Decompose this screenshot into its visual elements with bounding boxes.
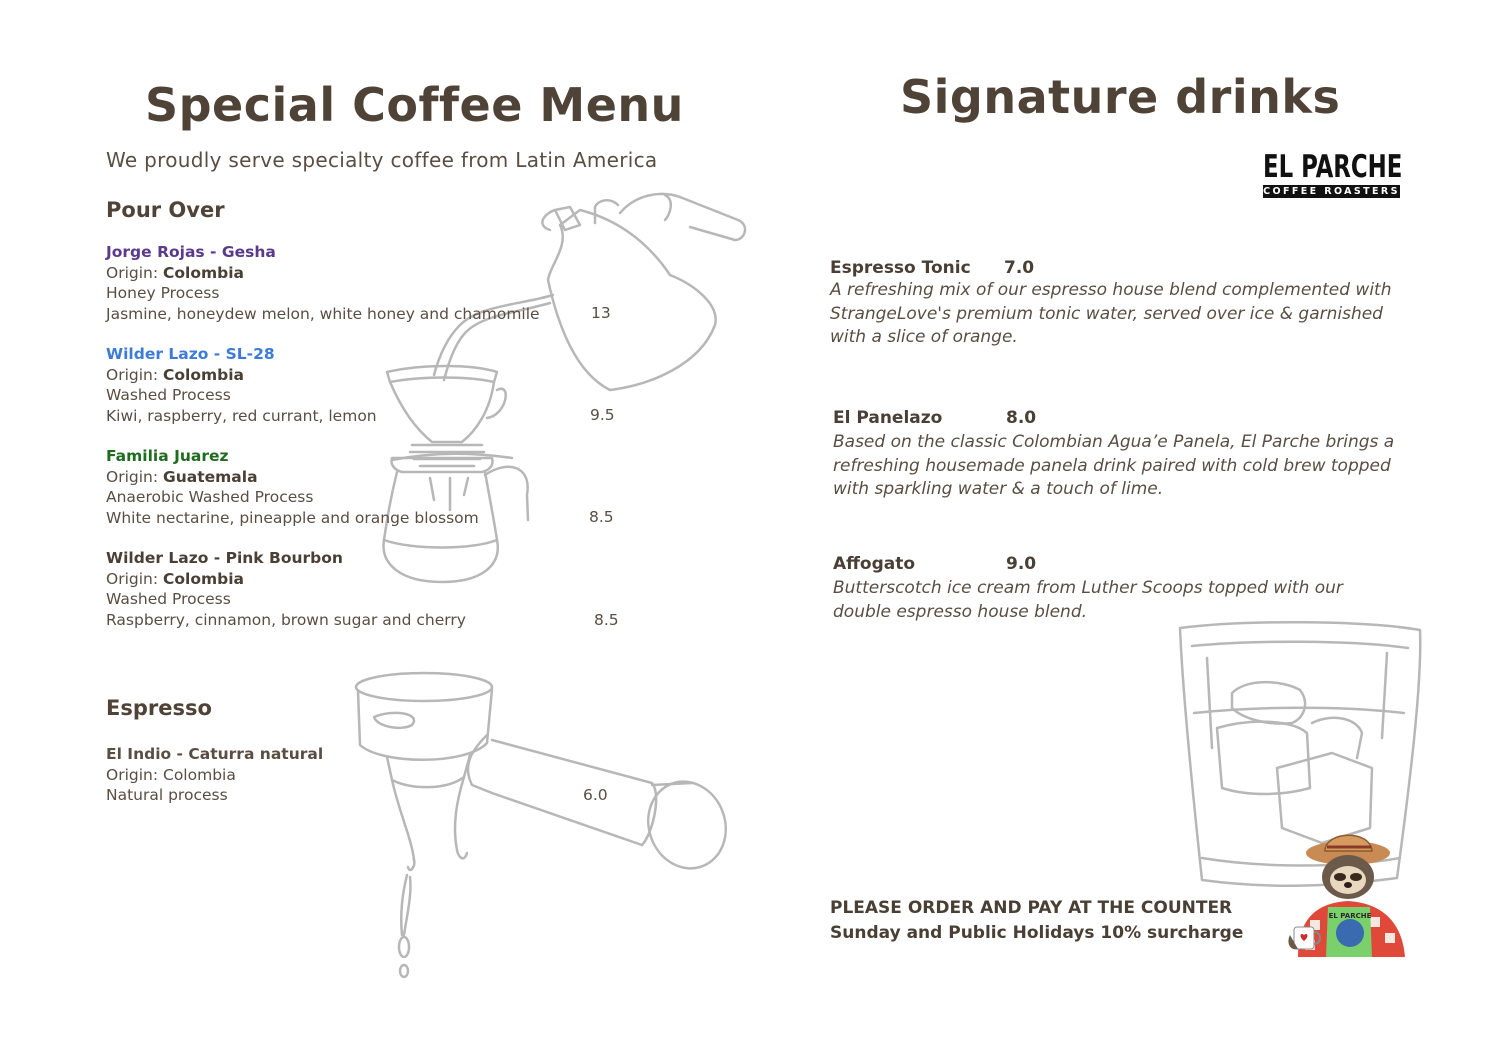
item-process: Anaerobic Washed Process [106, 488, 314, 506]
item-origin: Origin: Colombia [106, 263, 245, 282]
drink-description: Butterscotch ice cream from Luther Scoops topped with our double espresso house blend. [833, 578, 1343, 622]
portafilter-icon [352, 665, 732, 985]
order-notice-line1: PLEASE ORDER AND PAY AT THE COUNTER [830, 898, 1233, 918]
pour-over-heading: Pour Over [106, 198, 225, 222]
drink-description: A refreshing mix of our espresso house blend complemented with StrangeLove's premium tonic water, served over ice & garnished with a slice of orange. [830, 280, 1392, 347]
drink-price: 8.0 [1006, 408, 1037, 428]
item-price: 8.5 [589, 508, 614, 526]
item-name: Wilder Lazo - Pink Bourbon [106, 549, 343, 567]
surcharge-notice: Sunday and Public Holidays 10% surcharge [830, 923, 1244, 943]
item-notes: Jasmine, honeydew melon, white honey and chamomile [106, 304, 540, 323]
el-parche-logo [1263, 149, 1403, 198]
menu-item-wilder-lazo-pink-bourbon [106, 548, 466, 630]
order-notice [830, 896, 1243, 946]
item-name: Jorge Rojas - Gesha [106, 243, 276, 261]
page-subtitle: We proudly serve specialty coffee from Latin America [106, 148, 658, 172]
menu-item-familia-juarez [106, 446, 479, 528]
item-price: 13 [591, 304, 611, 322]
menu-item-el-indio [106, 744, 323, 806]
drink-description: Based on the classic Colombian Agua’e Panela, El Parche brings a refreshing housemade panela drink paired with cold brew topped with sparkling water & a touch of lime. [833, 432, 1395, 499]
espresso-heading: Espresso [106, 696, 212, 720]
item-origin: Origin: Guatemala [106, 467, 258, 486]
item-process: Natural process [106, 786, 228, 804]
item-name: El Indio - Caturra natural [106, 745, 324, 763]
item-name: Familia Juarez [106, 447, 229, 465]
mascot-shirt-print: EL PARCHE [1328, 912, 1372, 920]
item-price: 8.5 [594, 611, 619, 629]
item-process: Honey Process [106, 284, 220, 302]
page-title: Special Coffee Menu [145, 78, 684, 132]
logo-tagline: COFFEE ROASTERS [1263, 186, 1400, 197]
drink-name: Affogato [833, 554, 916, 574]
signature-title: Signature drinks [900, 70, 1341, 124]
item-notes: Kiwi, raspberry, red currant, lemon [106, 406, 377, 425]
menu-item-jorge-rojas [106, 242, 540, 324]
drink-name: El Panelazo [833, 408, 943, 428]
drink-price: 9.0 [1006, 554, 1037, 574]
drink-price: 7.0 [1004, 258, 1035, 278]
item-origin: Origin: Colombia [106, 569, 245, 588]
item-notes: White nectarine, pineapple and orange blossom [106, 508, 479, 527]
logo-wordmark: EL PARCHE [1263, 149, 1403, 185]
item-origin: Origin: Colombia [106, 365, 245, 384]
item-name: Wilder Lazo - SL-28 [106, 345, 275, 363]
item-origin: Origin: Colombia [106, 765, 236, 784]
item-price: 6.0 [583, 786, 608, 804]
item-process: Washed Process [106, 590, 231, 608]
item-price: 9.5 [590, 406, 615, 424]
menu-item-wilder-lazo-sl28 [106, 344, 377, 426]
item-process: Washed Process [106, 386, 231, 404]
drink-name: Espresso Tonic [830, 258, 971, 278]
item-notes: Raspberry, cinnamon, brown sugar and cherry [106, 610, 466, 629]
sloth-mascot-icon [1280, 825, 1410, 957]
